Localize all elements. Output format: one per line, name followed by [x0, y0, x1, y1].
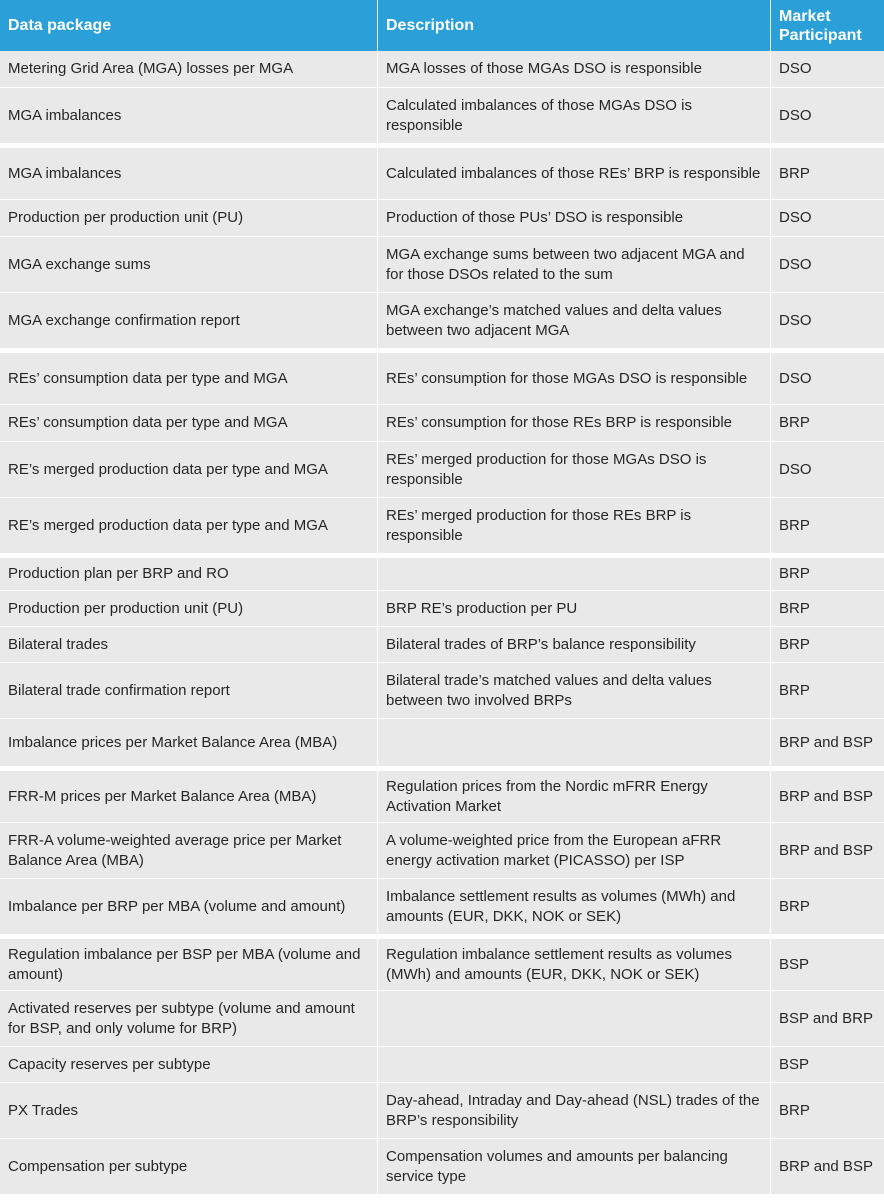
cell-market-participant: BRP [771, 498, 884, 554]
table-row [0, 144, 884, 200]
cell-market-participant: BRP [771, 554, 884, 591]
header-market-participant: Market Participant [771, 0, 884, 51]
cell-description: REs’ merged production for those MGAs DSO is responsible [378, 442, 771, 498]
cell-market-participant: BRP [771, 663, 884, 719]
cell-description: MGA losses of those MGAs DSO is responsible [378, 51, 771, 88]
table-row [0, 200, 884, 237]
cell-description: A volume-weighted price from the European aFRR energy activation market (PICASSO) per ISP [378, 823, 771, 879]
cell-market-participant: BRP [771, 1083, 884, 1139]
table-row [0, 991, 884, 1047]
table-row [0, 554, 884, 591]
table-row [0, 879, 884, 935]
table-row [0, 1139, 884, 1195]
table-row [0, 767, 884, 823]
cell-market-participant: DSO [771, 237, 884, 293]
cell-data-package: MGA imbalances [0, 88, 378, 144]
cell-description: REs’ consumption for those MGAs DSO is responsible [378, 349, 771, 405]
header-row [0, 0, 884, 51]
cell-description: MGA exchange sums between two adjacent MGA and for those DSOs related to the sum [378, 237, 771, 293]
cell-market-participant: BRP and BSP [771, 823, 884, 879]
cell-description: Compensation volumes and amounts per balancing service type [378, 1139, 771, 1195]
table-row [0, 498, 884, 554]
cell-description: Regulation prices from the Nordic mFRR Energy Activation Market [378, 767, 771, 823]
table-row [0, 1083, 884, 1139]
cell-data-package: RE’s merged production data per type and MGA [0, 498, 378, 554]
cell-data-package: Production per production unit (PU) [0, 200, 378, 237]
cell-description: Bilateral trade’s matched values and delta values between two involved BRPs [378, 663, 771, 719]
cell-data-package: PX Trades [0, 1083, 378, 1139]
cell-data-package: Production per production unit (PU) [0, 591, 378, 627]
table-row [0, 591, 884, 627]
table-body [0, 51, 884, 1195]
cell-description [378, 991, 771, 1047]
table-row [0, 51, 884, 88]
cell-data-package: Imbalance prices per Market Balance Area (MBA) [0, 719, 378, 767]
cell-description: REs’ consumption for those REs BRP is responsible [378, 405, 771, 442]
cell-market-participant: BRP [771, 405, 884, 442]
table-row [0, 663, 884, 719]
cell-description [378, 554, 771, 591]
cell-description: Calculated imbalances of those MGAs DSO is responsible [378, 88, 771, 144]
table-row [0, 627, 884, 663]
cell-data-package: MGA imbalances [0, 144, 378, 200]
cell-data-package: FRR-A volume-weighted average price per Market Balance Area (MBA) [0, 823, 378, 879]
cell-data-package: Production plan per BRP and RO [0, 554, 378, 591]
cell-data-package: Imbalance per BRP per MBA (volume and amount) [0, 879, 378, 935]
table-header [0, 0, 884, 51]
cell-data-package: MGA exchange sums [0, 237, 378, 293]
cell-market-participant: DSO [771, 88, 884, 144]
cell-market-participant: DSO [771, 442, 884, 498]
cell-description: Day-ahead, Intraday and Day-ahead (NSL) trades of the BRP’s responsibility [378, 1083, 771, 1139]
table-row [0, 935, 884, 991]
table-row [0, 293, 884, 349]
cell-market-participant: BSP [771, 935, 884, 991]
cell-data-package: Bilateral trade confirmation report [0, 663, 378, 719]
cell-market-participant: BRP [771, 591, 884, 627]
table-row [0, 442, 884, 498]
cell-data-package: RE’s merged production data per type and MGA [0, 442, 378, 498]
header-data-package: Data package [0, 0, 378, 51]
cell-market-participant: BRP and BSP [771, 719, 884, 767]
cell-market-participant: BRP [771, 627, 884, 663]
cell-data-package: REs’ consumption data per type and MGA [0, 349, 378, 405]
table-row [0, 237, 884, 293]
cell-market-participant: DSO [771, 200, 884, 237]
cell-market-participant: DSO [771, 51, 884, 88]
cell-data-package: Bilateral trades [0, 627, 378, 663]
table-row [0, 405, 884, 442]
cell-data-package: Regulation imbalance per BSP per MBA (volume and amount) [0, 935, 378, 991]
header-description: Description [378, 0, 771, 51]
cell-market-participant: BRP and BSP [771, 767, 884, 823]
cell-market-participant: BRP [771, 879, 884, 935]
cell-description: Imbalance settlement results as volumes (MWh) and amounts (EUR, DKK, NOK or SEK) [378, 879, 771, 935]
cell-data-package: MGA exchange confirmation report [0, 293, 378, 349]
cell-description: BRP RE’s production per PU [378, 591, 771, 627]
cell-market-participant: BRP [771, 144, 884, 200]
table-row [0, 349, 884, 405]
table-row [0, 823, 884, 879]
cell-description: Bilateral trades of BRP’s balance responsibility [378, 627, 771, 663]
table-row [0, 719, 884, 767]
cell-data-package: Compensation per subtype [0, 1139, 378, 1195]
cell-description [378, 1047, 771, 1083]
cell-data-package: Activated reserves per subtype (volume and amount for BSP, and only volume for BRP) [0, 991, 378, 1047]
cell-description: MGA exchange’s matched values and delta values between two adjacent MGA [378, 293, 771, 349]
cell-description: Production of those PUs’ DSO is responsible [378, 200, 771, 237]
table-row [0, 88, 884, 144]
cell-market-participant: BSP [771, 1047, 884, 1083]
cell-data-package: FRR-M prices per Market Balance Area (MBA) [0, 767, 378, 823]
cell-market-participant: BRP and BSP [771, 1139, 884, 1195]
table-row [0, 1047, 884, 1083]
cell-market-participant: BSP and BRP [771, 991, 884, 1047]
cell-description: REs’ merged production for those REs BRP is responsible [378, 498, 771, 554]
cell-data-package: Metering Grid Area (MGA) losses per MGA [0, 51, 378, 88]
cell-description [378, 719, 771, 767]
cell-description: Calculated imbalances of those REs’ BRP is responsible [378, 144, 771, 200]
cell-market-participant: DSO [771, 293, 884, 349]
cell-description: Regulation imbalance settlement results as volumes (MWh) and amounts (EUR, DKK, NOK or SEK) [378, 935, 771, 991]
cell-market-participant: DSO [771, 349, 884, 405]
cell-data-package: Capacity reserves per subtype [0, 1047, 378, 1083]
cell-data-package: REs’ consumption data per type and MGA [0, 405, 378, 442]
